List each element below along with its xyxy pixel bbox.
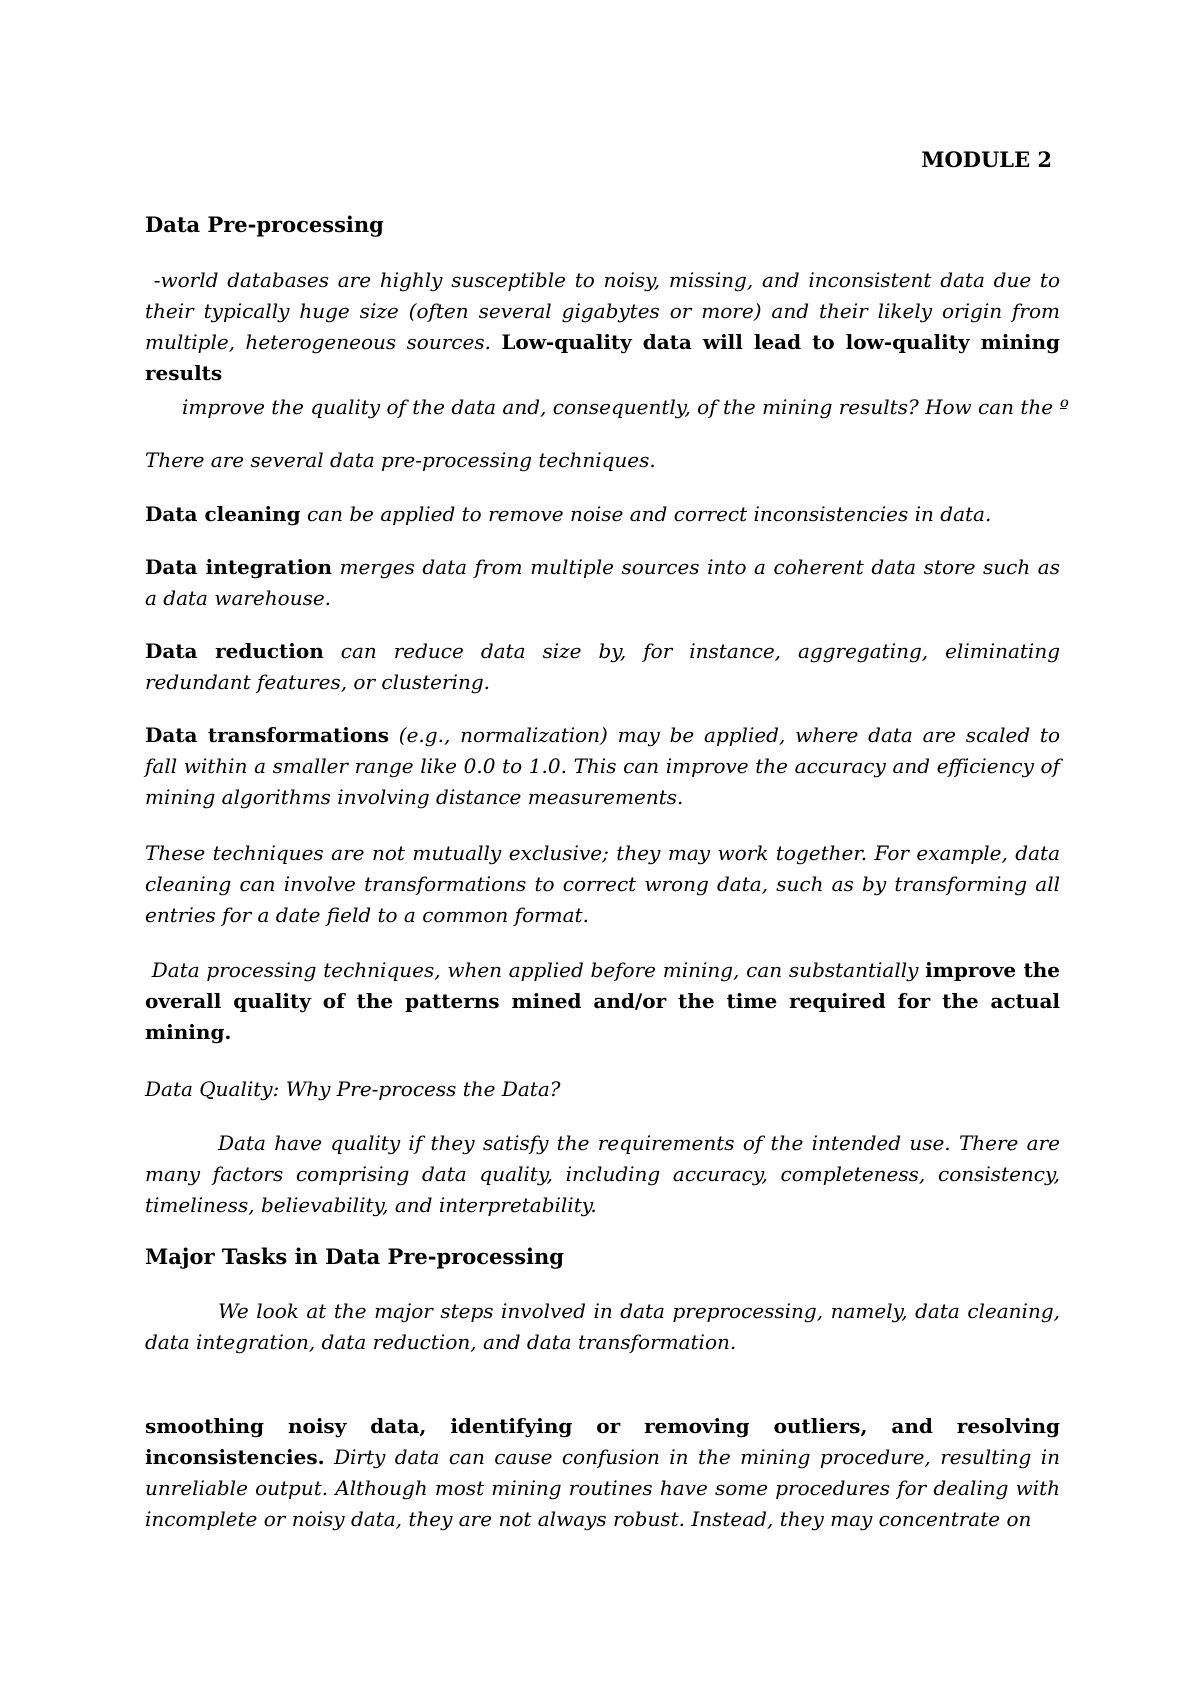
smoothing-paragraph: [145, 1411, 1060, 1535]
quality-heading: Data Quality: Why Pre-process the Data?: [145, 1077, 561, 1101]
intro-question: improve the quality of the data and, consequently, of the mining results? How can the º: [182, 395, 1069, 419]
cleaning-term: Data cleaning: [145, 502, 301, 526]
transformation-term: Data transformations: [145, 723, 389, 747]
integration-text: merges data from multiple sources into a coherent data store such as a data warehouse.: [145, 555, 1060, 610]
reduction-paragraph: [145, 636, 1060, 698]
techniques-intro: There are several data pre-processing techniques.: [145, 448, 656, 472]
benefit-bold-text: improve the overall quality of the patterns mined and/or the time required for the actual mining.: [145, 958, 1060, 1044]
integration-term: Data integration: [145, 555, 332, 579]
transformation-text: (e.g., normalization) may be applied, where data are scaled to fall within a smaller range like 0.0 to 1.0. This can improve the accuracy and efficiency of mining algorithms involving distance measurements.: [145, 723, 1060, 809]
cleaning-paragraph: [145, 499, 1060, 530]
document-title: Data Pre-processing: [145, 212, 384, 237]
intro-italic-text: -world databases are highly susceptible to noisy, missing, and inconsistent data due to their typically huge size (often several gigabytes or more) and their likely origin from multiple, heterogeneous sources.: [145, 268, 1061, 354]
benefit-paragraph: [145, 955, 1060, 1048]
reduction-term: Data reduction: [145, 639, 324, 663]
integration-paragraph: [145, 552, 1060, 614]
quality-paragraph: Data have quality if they satisfy the requirements of the intended use. There are many factors comprising data quality, including accuracy, completeness, consistency, timeliness, believability, and interpretability.: [145, 1131, 1060, 1217]
reduction-text: can reduce data size by, for instance, aggregating, eliminating redundant features, or clustering.: [145, 639, 1061, 694]
transformation-paragraph: [145, 720, 1060, 813]
tasks-paragraph: We look at the major steps involved in data preprocessing, namely, data cleaning, data integration, data reduction, and data transformation.: [145, 1299, 1060, 1354]
tasks-heading: Major Tasks in Data Pre-processing: [145, 1244, 564, 1269]
intro-paragraph: [145, 265, 1060, 389]
smoothing-bold-text: smoothing noisy data, identifying or removing outliers, and resolving inconsistencies.: [145, 1414, 1060, 1469]
benefit-italic-text: Data processing techniques, when applied before mining, can substantially: [151, 958, 919, 982]
cleaning-text: can be applied to remove noise and correct inconsistencies in data.: [306, 502, 992, 526]
intro-bold-text: Low-quality data will lead to low-quality mining results: [145, 330, 1061, 385]
smoothing-italic-text: Dirty data can cause confusion in the mining procedure, resulting in unreliable output. Although most mining routines have some procedures for dealing with incomplete or noisy data, they are not always robust. Instead, they may concentrate on: [145, 1445, 1060, 1531]
module-label: MODULE 2: [921, 147, 1052, 172]
together-paragraph: These techniques are not mutually exclusive; they may work together. For example, data cleaning can involve transformations to correct wrong data, such as by transforming all entries for a date field to a common format.: [145, 841, 1060, 927]
